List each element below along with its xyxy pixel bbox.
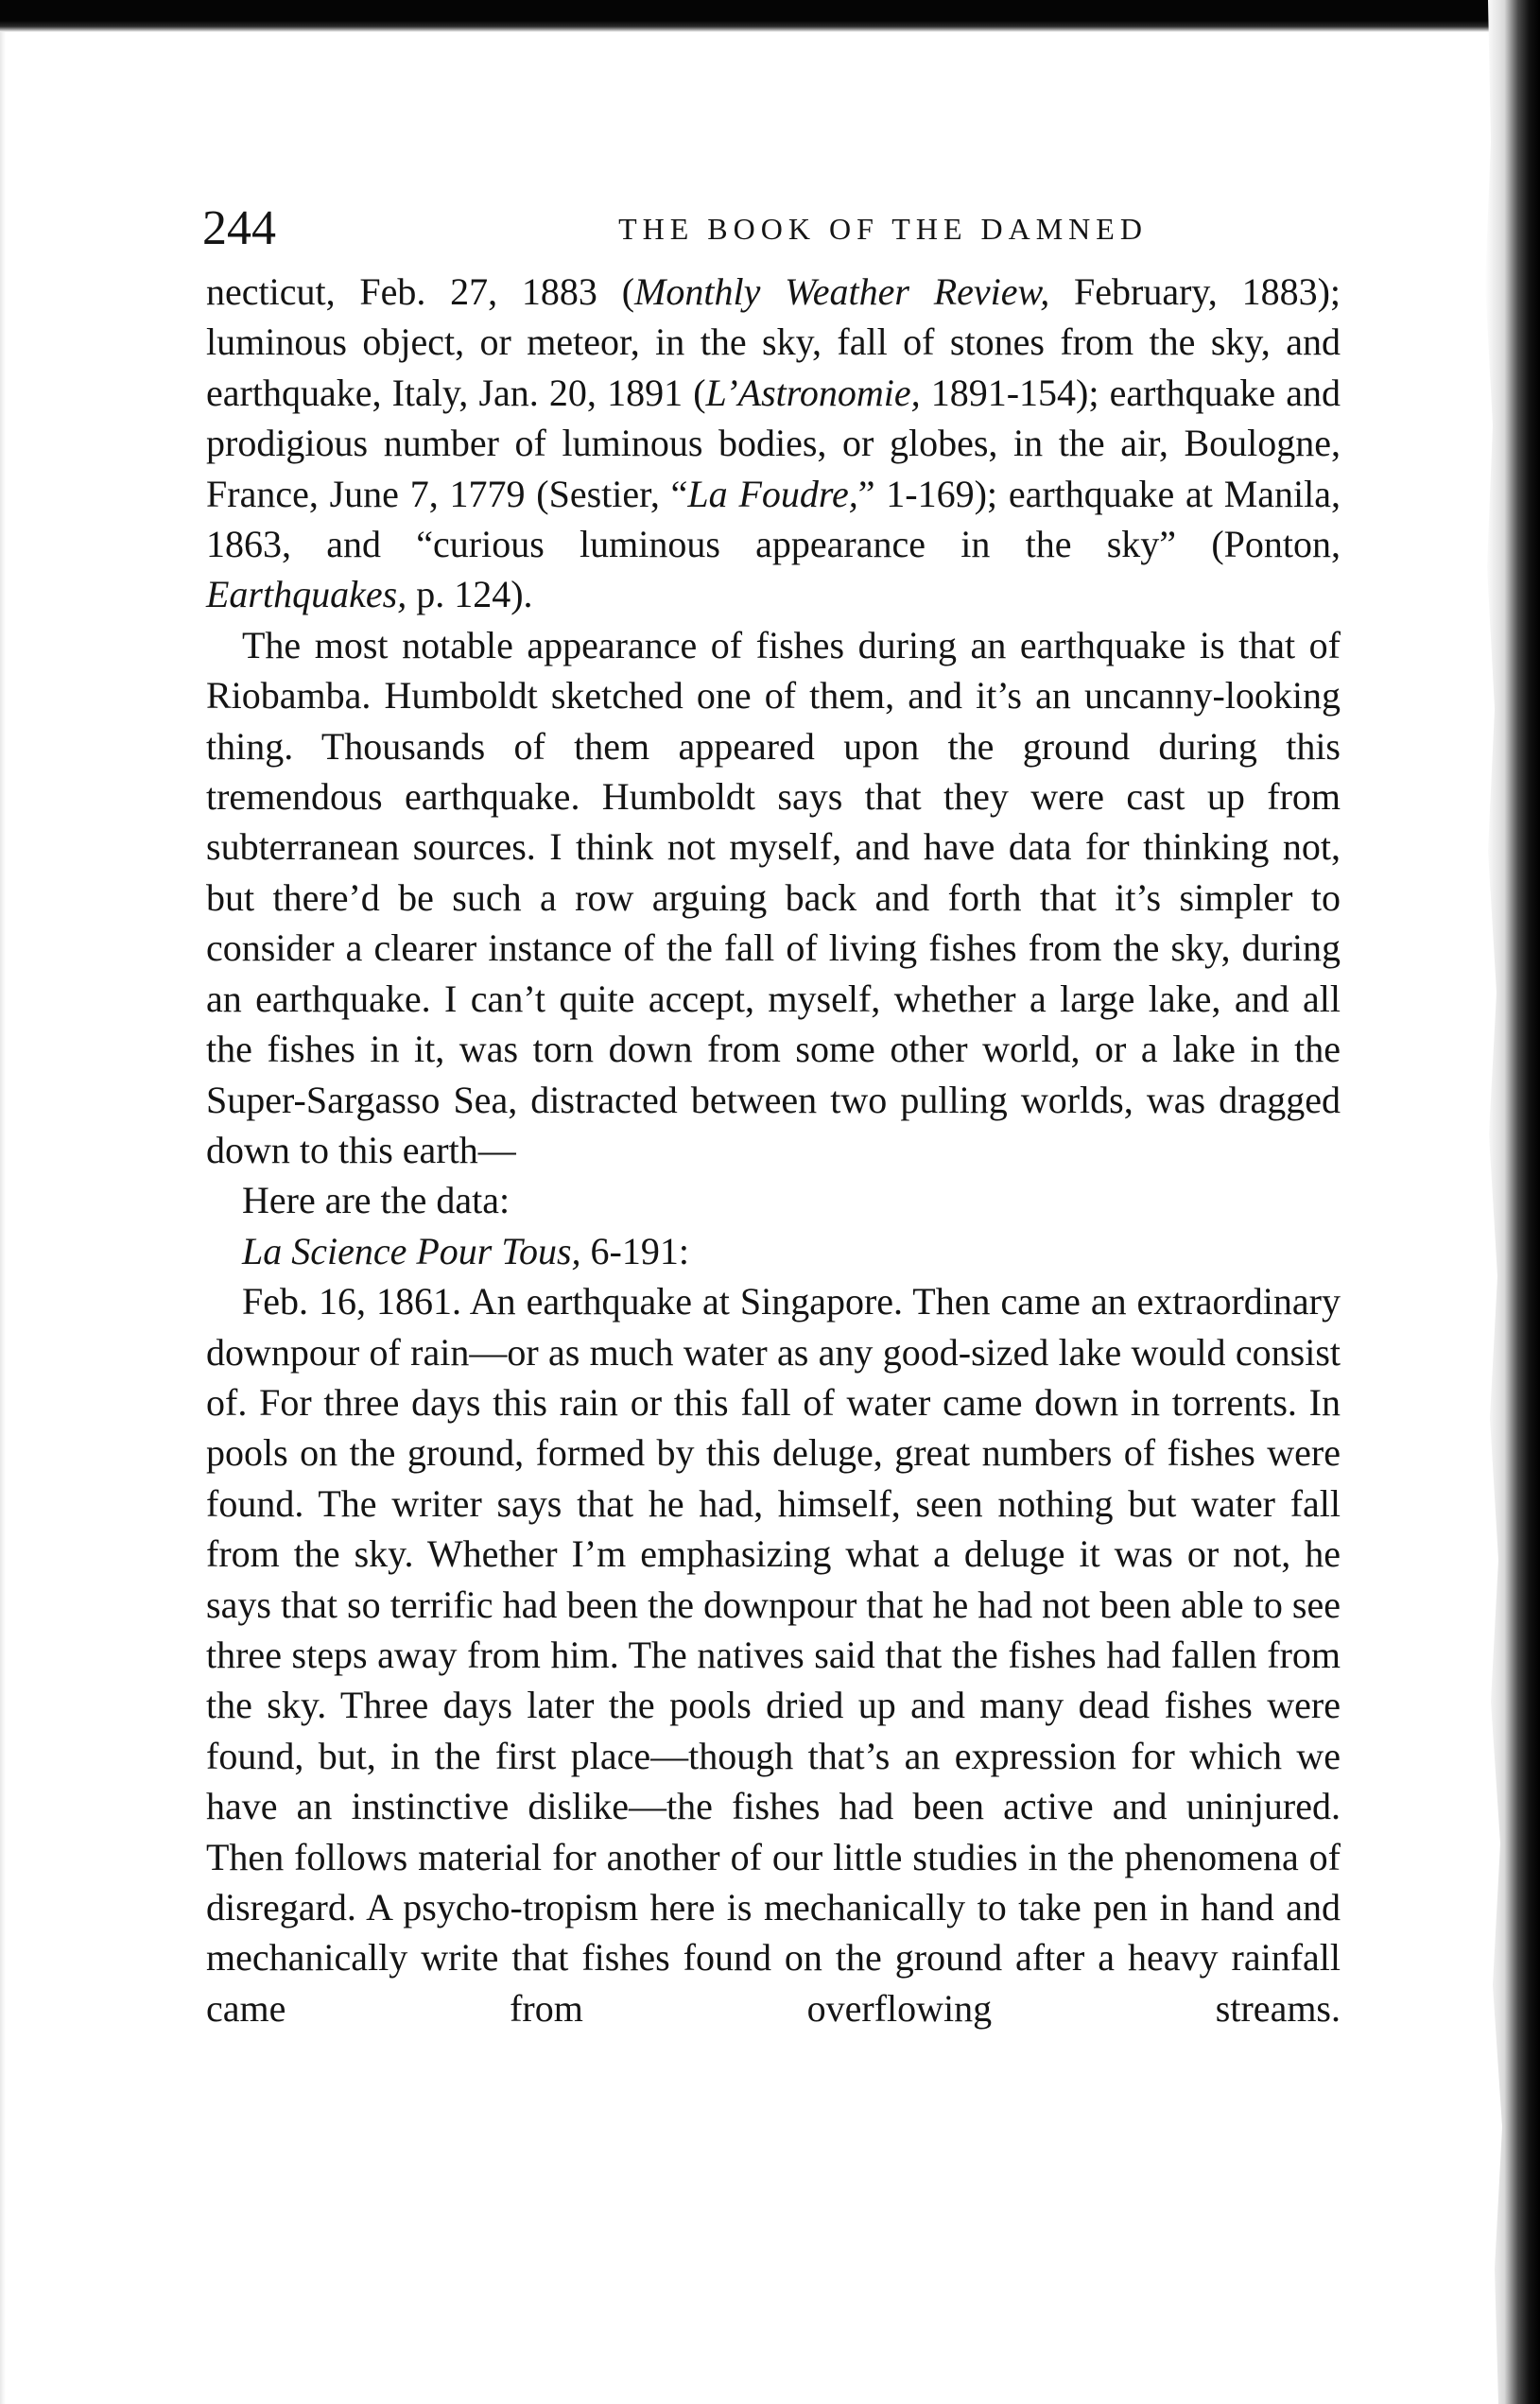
- italic-text: Monthly Weather Review,: [634, 270, 1050, 313]
- text-run: p. 124).: [407, 573, 533, 616]
- scan-top-edge: [0, 0, 1540, 32]
- text-run: 6-191:: [580, 1229, 689, 1272]
- text-run: Feb. 16, 1861. An earthquake at Singapore. Then came an extraordinary downpour of rain—or as much water as any good-sized lake would consist of. For three days this rain or this fall of water came down in torrents. In pools on the ground, formed by this deluge, great numbers of fishes were found. The writer says that he had, himself, seen nothing but water fall from the sky. Whether I’m emphasizing what a deluge it was or not, he says that so terrific had been the downpour that he had not been able to see three steps away from him. The natives said that the fishes had fallen from the sky. Three days later the pools dried up and many dead fishes were found, but, in the first place—though that’s an expression for which we have an instinctive dislike—the fishes had been active and uninjured. Then follows material for another of our little studies in the phenomena of disregard. A psycho-tropism here is mechanically to take pen in hand and mechanically write that fishes found on the ground after a heavy rainfall came from overflowing streams.: [206, 1280, 1341, 2030]
- paragraph: [206, 1226, 1341, 1276]
- italic-text: La Foudre,: [687, 472, 858, 515]
- paragraph: [206, 1276, 1341, 2033]
- running-head: THE BOOK OF THE DAMNED: [618, 212, 1148, 246]
- italic-text: La Science Pour Tous,: [242, 1229, 581, 1272]
- scan-right-edge: [1417, 0, 1540, 2404]
- text-run: The most notable appearance of fishes during an earthquake is that of Riobamba. Humboldt sketched one of them, and it’s an uncanny-looking thing. Thousands of them appeared upon the ground during this tremendous earthquake. Humboldt says that they were cast up from subterranean sources. I think not myself, and have data for thinking not, but there’d be such a row arguing back and forth that it’s simpler to consider a clearer instance of the fall of living fishes from the sky, during an earthquake. I can’t quite accept, myself, whether a large lake, and all the fishes in it, was torn down from some other world, or a lake in the Super-Sargasso Sea, distracted between two pulling worlds, was dragged down to this earth—: [206, 623, 1341, 1171]
- body-text: [206, 267, 1341, 2033]
- paragraph: [206, 1175, 1341, 1225]
- text-run: February, 1883); luminous object, or meteor, in the sky, fall of stones from the sky, and earthquake, Italy, Jan. 20, 1891 (: [206, 270, 1341, 414]
- italic-text: Earthquakes,: [206, 573, 407, 616]
- paragraph: [206, 620, 1341, 1175]
- page-number: 244: [202, 201, 276, 255]
- italic-text: L’Astronomie,: [705, 371, 921, 414]
- text-run: ” 1-169); earthquake at Manila, 1863, and “curious luminous appearance in the sky” (Ponton,: [206, 472, 1341, 566]
- text-run: 1891-154); earthquake and prodigious number of luminous bodies, or globes, in the air, Boulogne, France, June 7, 1779 (Sestier, “: [206, 371, 1341, 515]
- paragraph: [206, 267, 1341, 620]
- scan-left-edge: [0, 0, 6, 2404]
- text-run: Here are the data:: [242, 1179, 510, 1222]
- page-header: [202, 199, 1375, 259]
- text-run: necticut, Feb. 27, 1883 (: [206, 270, 635, 313]
